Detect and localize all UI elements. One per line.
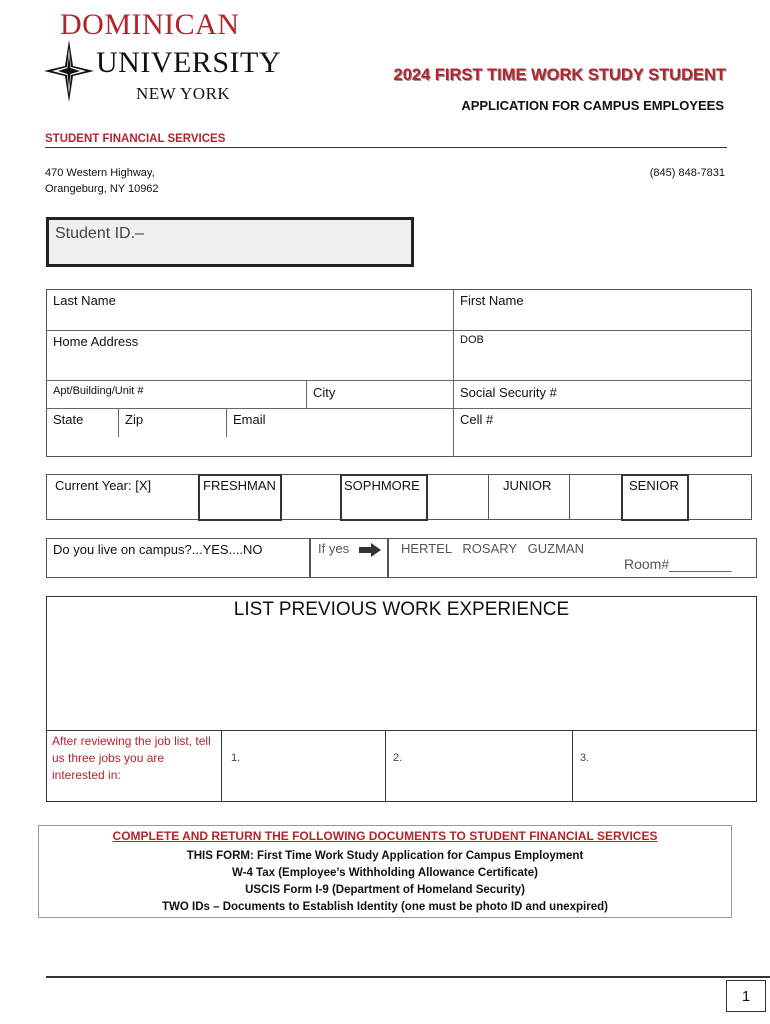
job-choice-1[interactable]: 1.	[231, 752, 241, 764]
if-yes-box	[310, 538, 388, 578]
ssn-field[interactable]: Social Security #	[460, 385, 557, 400]
city-field[interactable]: City	[313, 385, 336, 400]
logo-line-university: UNIVERSITY	[96, 46, 281, 79]
phone-number: (845) 848-7831	[649, 167, 725, 179]
header-divider	[45, 147, 727, 148]
compass-star-icon	[44, 40, 94, 102]
page-number: 1	[741, 988, 751, 1005]
job-choice-2[interactable]: 2.	[393, 752, 403, 764]
logo-line-dominican: DOMINICAN	[60, 8, 240, 41]
info-grid-row-line	[453, 408, 752, 409]
document-item: TWO IDs – Documents to Establish Identity (one must be photo ID and unexpired)	[162, 901, 608, 913]
info-grid-col-line	[306, 380, 307, 408]
document-item: W-4 Tax (Employee’s Withholding Allowance Certificate)	[232, 867, 538, 879]
if-yes-label: If yes	[318, 541, 350, 556]
option-freshman-label: FRESHMAN	[203, 478, 276, 493]
home-address-field[interactable]: Home Address	[53, 334, 139, 349]
dorm-options: HERTEL ROSARY GUZMAN	[401, 541, 585, 556]
jobs-divider	[221, 730, 222, 802]
info-grid-col-line	[118, 408, 119, 437]
footer-divider	[46, 976, 770, 978]
option-junior[interactable]	[488, 474, 570, 520]
documents-list	[38, 848, 732, 916]
zip-field[interactable]: Zip	[125, 412, 144, 427]
logo-line-new-york: NEW YORK	[136, 84, 231, 103]
email-field[interactable]: Email	[233, 412, 266, 427]
student-id-field[interactable]	[46, 217, 414, 267]
campus-question-box[interactable]	[46, 538, 310, 578]
form-subtitle: APPLICATION FOR CAMPUS EMPLOYEES	[461, 98, 724, 113]
option-senior-label: SENIOR	[629, 478, 679, 493]
option-senior[interactable]	[621, 474, 689, 521]
option-junior-label: JUNIOR	[503, 478, 552, 493]
dorm-options-box[interactable]	[388, 538, 757, 578]
info-grid-col-line	[226, 408, 227, 437]
option-freshman[interactable]	[198, 474, 282, 521]
info-grid-row-line	[46, 330, 752, 331]
department-label: STUDENT FINANCIAL SERVICES	[45, 133, 226, 145]
room-number-field[interactable]: Room#________	[624, 556, 732, 572]
student-id-label: Student ID.–	[55, 225, 144, 242]
info-grid-divider	[453, 289, 454, 457]
state-field[interactable]: State	[53, 412, 84, 427]
last-name-field[interactable]: Last Name	[53, 293, 116, 308]
current-year-label: Current Year: [X]	[55, 478, 152, 493]
dob-field[interactable]: DOB	[460, 334, 484, 346]
address-line-1: 470 Western Highway,	[45, 167, 155, 179]
option-sophmore-label: SOPHMORE	[344, 478, 420, 493]
first-name-field[interactable]: First Name	[460, 293, 524, 308]
apt-field[interactable]: Apt/Building/Unit #	[53, 385, 144, 397]
personal-info-table	[46, 289, 752, 457]
job-choice-3[interactable]: 3.	[580, 752, 590, 764]
option-sophmore[interactable]	[340, 474, 428, 521]
arrow-right-icon	[359, 543, 381, 557]
university-logo	[44, 8, 281, 103]
address-line-2: Orangeburg, NY 10962	[45, 183, 159, 195]
jobs-divider	[572, 730, 573, 802]
work-experience-title: LIST PREVIOUS WORK EXPERIENCE	[233, 599, 570, 620]
documents-heading: COMPLETE AND RETURN THE FOLLOWING DOCUMENTS TO STUDENT FINANCIAL SERVICES	[112, 829, 658, 843]
page-number-box	[726, 980, 766, 1012]
info-grid-row-line	[46, 380, 752, 381]
info-grid-row-line	[46, 408, 453, 409]
cell-field[interactable]: Cell #	[460, 412, 494, 427]
document-item: USCIS Form I-9 (Department of Homeland Security)	[245, 884, 525, 896]
campus-question: Do you live on campus?...YES....NO	[53, 542, 263, 557]
jobs-divider	[385, 730, 386, 802]
form-title: 2024 FIRST TIME WORK STUDY STUDENT	[393, 66, 726, 84]
jobs-prompt: After reviewing the job list, tell us three jobs you are interested in:	[52, 734, 211, 782]
document-item: THIS FORM: First Time Work Study Application for Campus Employment	[186, 850, 584, 862]
